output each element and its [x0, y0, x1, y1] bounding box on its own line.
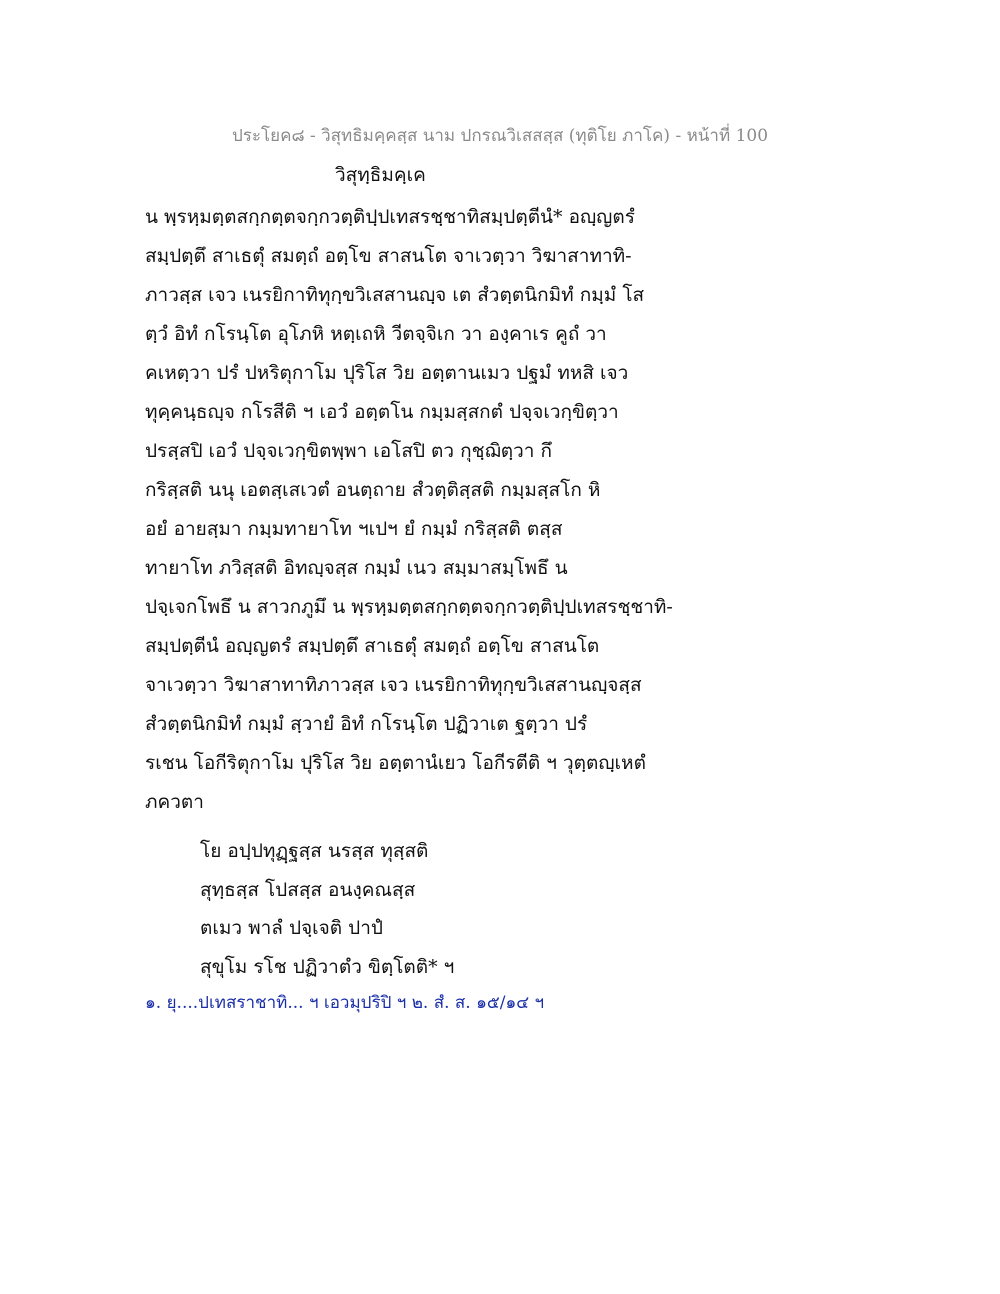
- page-header: ประโยค๘ - วิสุทธิมคฺคสฺส นาม ปกรณวิเสสสฺส (ทุติโย ภาโค) - หน้าที่ 100: [231, 126, 769, 146]
- footnote: ๑. ยุ....ปเทสราชาทิ... ฯ เอวมุปริปิ ฯ ๒. สํ. ส. ๑๕/๑๔ ฯ: [145, 993, 545, 1013]
- body-line: อยํ อายสฺมา กมฺมทายาโท ฯเปฯ ยํ กมฺมํ กริสฺสติ ตสฺส: [145, 518, 563, 540]
- body-line: จาเวตฺวา วิฆาสาทาทิภาวสฺส เจว เนรยิกาทิทุกฺขวิเสสานญฺจสฺส: [145, 674, 642, 696]
- section-title: วิสุทฺธิมคฺเค: [335, 164, 426, 186]
- verse-block: [200, 832, 454, 986]
- body-line: สํวตฺตนิกมิทํ กมฺมํ สฺวายํ อิทํ กโรนฺโต ปฏิวาเต ฐตฺวา ปรํ: [145, 713, 588, 735]
- body-line: ตฺวํ อิทํ กโรนฺโต อุโภหิ หตฺเถหิ วีตจฺจิเก วา องฺคาเร คูถํ วา: [145, 323, 607, 345]
- verse-line: สุขุโม รโช ปฏิวาตํว ขิตฺโตติ* ฯ: [200, 955, 455, 978]
- body-line: สมฺปตฺตึ สาเธตุํ สมตฺถํ อตฺโข สาสนโต จาเวตฺวา วิฆาสาทาทิ-: [145, 245, 632, 267]
- body-line: สมฺปตฺตีนํ อญฺญตรํ สมฺปตฺตึ สาเธตุํ สมตฺถํ อตฺโข สาสนโต: [145, 635, 600, 657]
- verse-line: โย อปฺปทุฏฺฐสฺส นรสฺส ทุสฺสติ: [200, 840, 429, 862]
- verse-line: สุทฺธสฺส โปสสฺส อนงฺคณสฺส: [200, 878, 416, 901]
- body-line: ทายาโท ภวิสฺสติ อิทญฺจสฺส กมฺมํ เนว สมฺมาสมฺโพธึ น: [145, 557, 568, 579]
- body-paragraph: [145, 198, 673, 822]
- body-line: ภาวสฺส เจว เนรยิกาทิทุกฺขวิเสสานญฺจ เต สํวตฺตนิกมิทํ กมฺมํ โส: [145, 284, 645, 306]
- body-line: กริสฺสติ นนุ เอตสฺเสเวตํ อนตฺถาย สํวตฺติสฺสติ กมฺมสฺสโก หิ: [145, 479, 601, 501]
- body-line: น พฺรหฺมตฺตสกฺกตฺตจกฺกวตฺติปฺปเทสรชฺชาทิสมฺปตฺตีนํ* อญฺญตรํ: [145, 206, 635, 228]
- body-line: รเชน โอกีริตุกาโม ปุริโส วิย อตฺตานํเยว โอกีรตีติ ฯ วุตฺตญฺเหตํ: [145, 752, 646, 774]
- verse-line: ตเมว พาลํ ปจฺเจติ ปาปํ: [200, 917, 383, 939]
- body-line: ภควตา: [145, 791, 204, 813]
- body-line: คเหตฺวา ปรํ ปหริตุกาโม ปุริโส วิย อตฺตานเมว ปฐมํ ทหสิ เจว: [145, 362, 629, 384]
- body-line: ปจฺเจกโพธึ น สาวกภูมึ น พฺรหฺมตฺตสกฺกตฺตจกฺกวตฺติปฺปเทสรชฺชาทิ-: [145, 596, 673, 618]
- body-line: ทุคฺคนฺธญฺจ กโรสีติ ฯ เอวํ อตฺตโน กมฺมสฺสกตํ ปจฺจเวกฺขิตฺวา: [145, 401, 619, 423]
- body-line: ปรสฺสปิ เอวํ ปจฺจเวกฺขิตพฺพา เอโสปิ ตว กุชฺฌิตฺวา กึ: [145, 440, 552, 462]
